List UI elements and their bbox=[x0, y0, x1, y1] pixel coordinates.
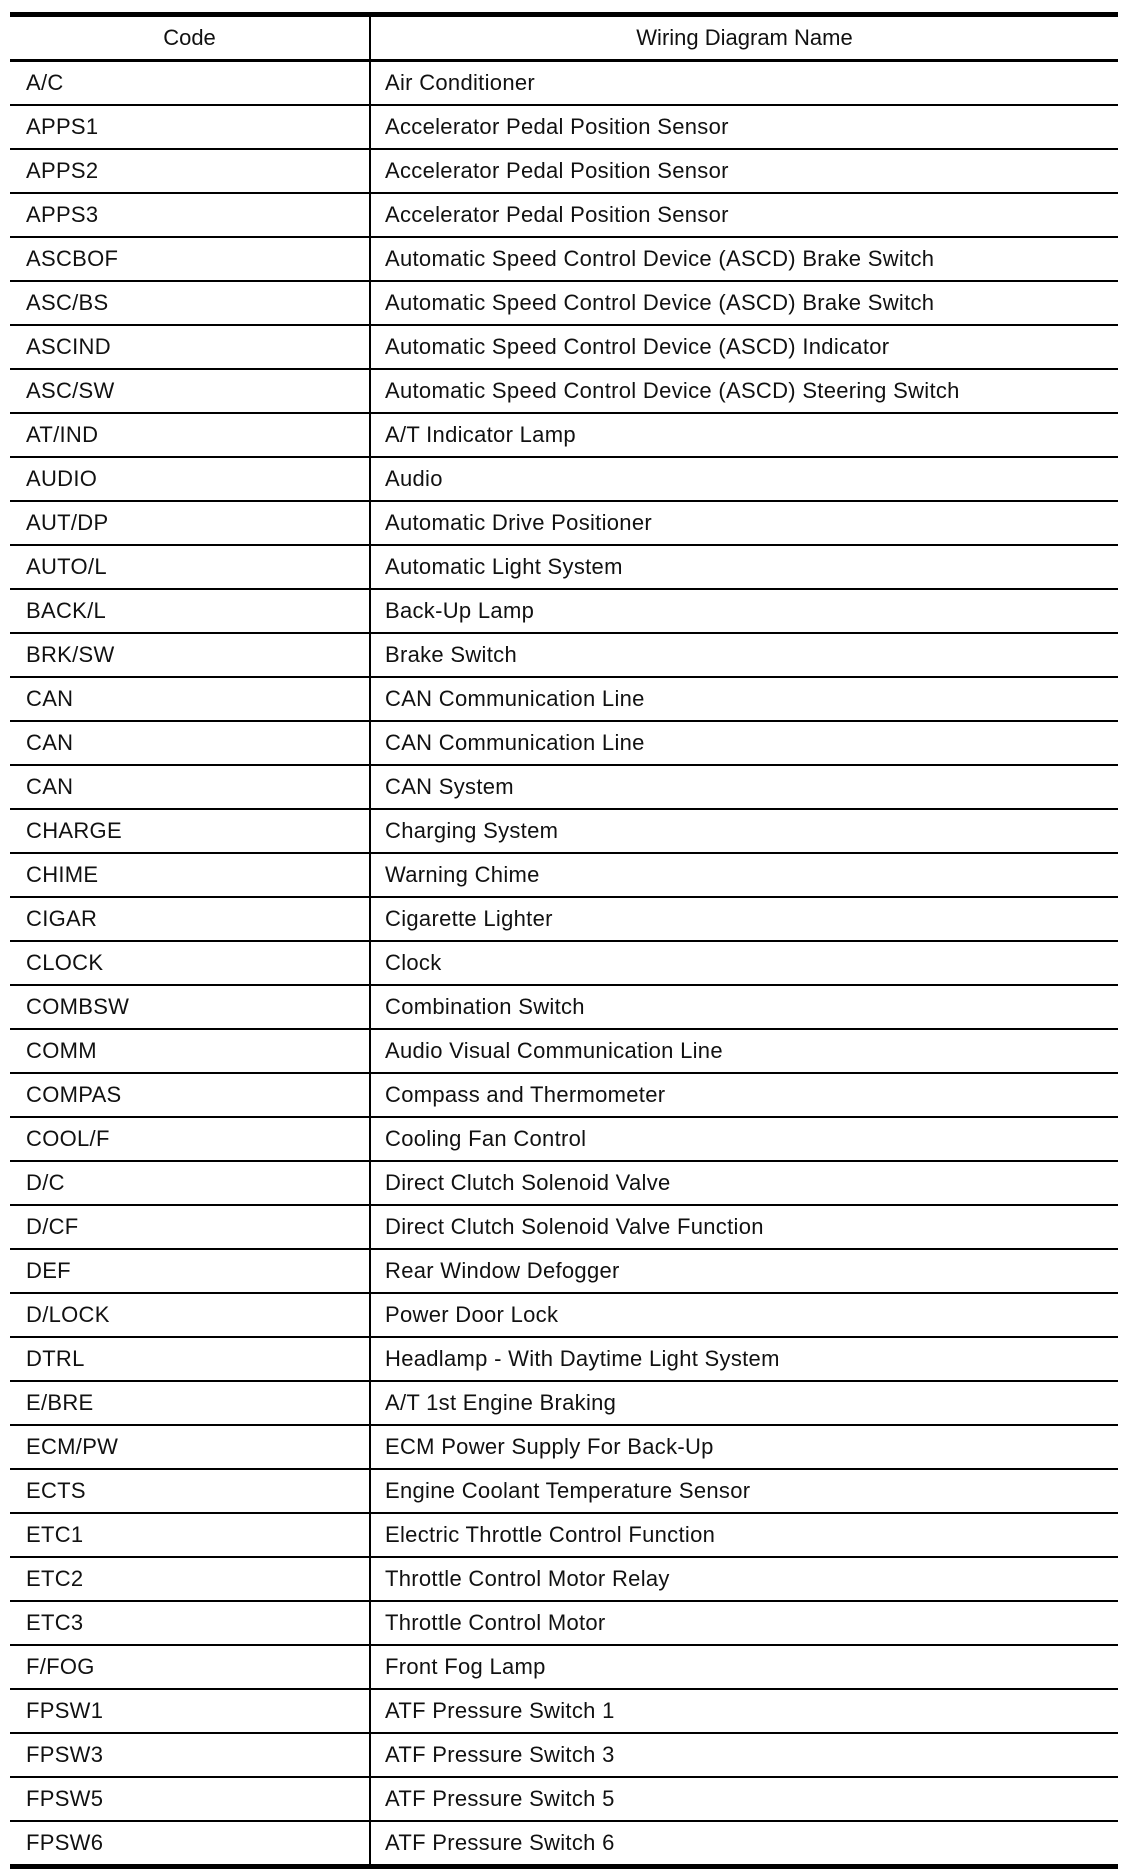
code-cell: F/FOG bbox=[10, 1645, 370, 1689]
code-cell: ETC1 bbox=[10, 1513, 370, 1557]
wiring-diagram-name-cell: CAN Communication Line bbox=[370, 721, 1118, 765]
wiring-diagram-name-cell: Accelerator Pedal Position Sensor bbox=[370, 193, 1118, 237]
table-header-row bbox=[10, 15, 1118, 61]
table-row bbox=[10, 193, 1118, 237]
wiring-diagram-name-cell: Throttle Control Motor Relay bbox=[370, 1557, 1118, 1601]
code-cell: E/BRE bbox=[10, 1381, 370, 1425]
table-row bbox=[10, 1469, 1118, 1513]
wiring-code-table-container bbox=[10, 12, 1118, 1869]
table-row bbox=[10, 941, 1118, 985]
table-row bbox=[10, 281, 1118, 325]
table-row bbox=[10, 369, 1118, 413]
table-row bbox=[10, 1557, 1118, 1601]
table-row bbox=[10, 633, 1118, 677]
code-cell: CAN bbox=[10, 765, 370, 809]
code-cell: D/C bbox=[10, 1161, 370, 1205]
wiring-diagram-name-cell: Compass and Thermometer bbox=[370, 1073, 1118, 1117]
table-row bbox=[10, 1601, 1118, 1645]
column-header-code: Code bbox=[10, 15, 370, 61]
table-row bbox=[10, 237, 1118, 281]
table-row bbox=[10, 985, 1118, 1029]
table-row bbox=[10, 1381, 1118, 1425]
code-cell: A/C bbox=[10, 61, 370, 106]
wiring-diagram-name-cell: Electric Throttle Control Function bbox=[370, 1513, 1118, 1557]
code-cell: AT/IND bbox=[10, 413, 370, 457]
table-row bbox=[10, 105, 1118, 149]
table-row bbox=[10, 1117, 1118, 1161]
code-cell: FPSW5 bbox=[10, 1777, 370, 1821]
table-row bbox=[10, 545, 1118, 589]
wiring-diagram-name-cell: Rear Window Defogger bbox=[370, 1249, 1118, 1293]
wiring-diagram-name-cell: Automatic Speed Control Device (ASCD) Brake Switch bbox=[370, 281, 1118, 325]
wiring-diagram-name-cell: ECM Power Supply For Back-Up bbox=[370, 1425, 1118, 1469]
table-row bbox=[10, 897, 1118, 941]
code-cell: D/LOCK bbox=[10, 1293, 370, 1337]
wiring-diagram-name-cell: ATF Pressure Switch 1 bbox=[370, 1689, 1118, 1733]
wiring-diagram-name-cell: CAN System bbox=[370, 765, 1118, 809]
table-row bbox=[10, 721, 1118, 765]
table-row bbox=[10, 1821, 1118, 1867]
column-header-wiring-diagram-name: Wiring Diagram Name bbox=[370, 15, 1118, 61]
code-cell: DEF bbox=[10, 1249, 370, 1293]
code-cell: COMPAS bbox=[10, 1073, 370, 1117]
table-row bbox=[10, 1777, 1118, 1821]
code-cell: COOL/F bbox=[10, 1117, 370, 1161]
table-row bbox=[10, 1293, 1118, 1337]
table-row bbox=[10, 1733, 1118, 1777]
wiring-diagram-name-cell: Accelerator Pedal Position Sensor bbox=[370, 105, 1118, 149]
wiring-diagram-name-cell: Front Fog Lamp bbox=[370, 1645, 1118, 1689]
wiring-diagram-name-cell: Headlamp - With Daytime Light System bbox=[370, 1337, 1118, 1381]
table-row bbox=[10, 149, 1118, 193]
code-cell: COMM bbox=[10, 1029, 370, 1073]
wiring-diagram-name-cell: Audio bbox=[370, 457, 1118, 501]
wiring-diagram-name-cell: ATF Pressure Switch 5 bbox=[370, 1777, 1118, 1821]
code-cell: FPSW1 bbox=[10, 1689, 370, 1733]
code-cell: ECM/PW bbox=[10, 1425, 370, 1469]
wiring-diagram-name-cell: Power Door Lock bbox=[370, 1293, 1118, 1337]
wiring-diagram-name-cell: Cigarette Lighter bbox=[370, 897, 1118, 941]
wiring-code-table bbox=[10, 12, 1118, 1869]
table-row bbox=[10, 1205, 1118, 1249]
code-cell: FPSW6 bbox=[10, 1821, 370, 1867]
code-cell: BRK/SW bbox=[10, 633, 370, 677]
table-row bbox=[10, 589, 1118, 633]
code-cell: CHARGE bbox=[10, 809, 370, 853]
table-row bbox=[10, 413, 1118, 457]
wiring-diagram-name-cell: Clock bbox=[370, 941, 1118, 985]
code-cell: ECTS bbox=[10, 1469, 370, 1513]
table-row bbox=[10, 1513, 1118, 1557]
code-cell: ETC2 bbox=[10, 1557, 370, 1601]
table-row bbox=[10, 1073, 1118, 1117]
code-cell: ASC/SW bbox=[10, 369, 370, 413]
wiring-diagram-name-cell: Automatic Speed Control Device (ASCD) Indicator bbox=[370, 325, 1118, 369]
table-row bbox=[10, 677, 1118, 721]
code-cell: D/CF bbox=[10, 1205, 370, 1249]
code-cell: AUDIO bbox=[10, 457, 370, 501]
wiring-diagram-name-cell: ATF Pressure Switch 3 bbox=[370, 1733, 1118, 1777]
wiring-diagram-name-cell: Charging System bbox=[370, 809, 1118, 853]
wiring-diagram-name-cell: Brake Switch bbox=[370, 633, 1118, 677]
wiring-diagram-name-cell: ATF Pressure Switch 6 bbox=[385, 1830, 615, 1855]
wiring-diagram-name-cell: Combination Switch bbox=[370, 985, 1118, 1029]
table-row bbox=[10, 1645, 1118, 1689]
code-cell: APPS2 bbox=[10, 149, 370, 193]
wiring-diagram-name-cell: Direct Clutch Solenoid Valve bbox=[370, 1161, 1118, 1205]
wiring-diagram-name-cell: Direct Clutch Solenoid Valve Function bbox=[370, 1205, 1118, 1249]
wiring-diagram-name-cell: Automatic Drive Positioner bbox=[370, 501, 1118, 545]
table-row bbox=[10, 325, 1118, 369]
wiring-diagram-name-cell: Automatic Speed Control Device (ASCD) Steering Switch bbox=[370, 369, 1118, 413]
code-cell: BACK/L bbox=[10, 589, 370, 633]
table-row bbox=[10, 501, 1118, 545]
table-row bbox=[10, 1689, 1118, 1733]
table-row bbox=[10, 809, 1118, 853]
table-row bbox=[10, 1249, 1118, 1293]
code-cell: DTRL bbox=[10, 1337, 370, 1381]
wiring-diagram-name-cell: Automatic Light System bbox=[370, 545, 1118, 589]
code-cell: ASCIND bbox=[10, 325, 370, 369]
wiring-diagram-name-cell: Engine Coolant Temperature Sensor bbox=[370, 1469, 1118, 1513]
wiring-diagram-name-cell: A/T Indicator Lamp bbox=[370, 413, 1118, 457]
code-cell: CLOCK bbox=[10, 941, 370, 985]
wiring-diagram-name-cell: Air Conditioner bbox=[370, 61, 1118, 106]
code-cell: ASC/BS bbox=[10, 281, 370, 325]
wiring-diagram-name-cell: Audio Visual Communication Line bbox=[370, 1029, 1118, 1073]
code-cell: APPS3 bbox=[10, 193, 370, 237]
code-cell: CAN bbox=[10, 677, 370, 721]
code-cell: ETC3 bbox=[10, 1601, 370, 1645]
wiring-diagram-name-cell: Accelerator Pedal Position Sensor bbox=[370, 149, 1118, 193]
wiring-diagram-name-cell: CAN Communication Line bbox=[370, 677, 1118, 721]
table-row bbox=[10, 1029, 1118, 1073]
table-row bbox=[10, 1161, 1118, 1205]
table-row bbox=[10, 853, 1118, 897]
table-row bbox=[10, 61, 1118, 106]
table-row bbox=[10, 457, 1118, 501]
code-cell: FPSW3 bbox=[10, 1733, 370, 1777]
code-cell: COMBSW bbox=[10, 985, 370, 1029]
code-cell: CAN bbox=[10, 721, 370, 765]
code-cell: AUTO/L bbox=[10, 545, 370, 589]
code-cell: CIGAR bbox=[10, 897, 370, 941]
code-cell: AUT/DP bbox=[10, 501, 370, 545]
wiring-diagram-name-cell: A/T 1st Engine Braking bbox=[370, 1381, 1118, 1425]
wiring-diagram-name-cell: Cooling Fan Control bbox=[370, 1117, 1118, 1161]
wiring-diagram-name-cell: Automatic Speed Control Device (ASCD) Brake Switch bbox=[370, 237, 1118, 281]
code-cell: APPS1 bbox=[10, 105, 370, 149]
table-body bbox=[10, 61, 1118, 1867]
wiring-diagram-name-cell: Throttle Control Motor bbox=[370, 1601, 1118, 1645]
table-row bbox=[10, 1337, 1118, 1381]
code-cell: CHIME bbox=[10, 853, 370, 897]
table-row bbox=[10, 1425, 1118, 1469]
wiring-diagram-name-cell: Back-Up Lamp bbox=[370, 589, 1118, 633]
wiring-diagram-name-cell: Warning Chime bbox=[370, 853, 1118, 897]
table-row bbox=[10, 765, 1118, 809]
code-cell: ASCBOF bbox=[10, 237, 370, 281]
